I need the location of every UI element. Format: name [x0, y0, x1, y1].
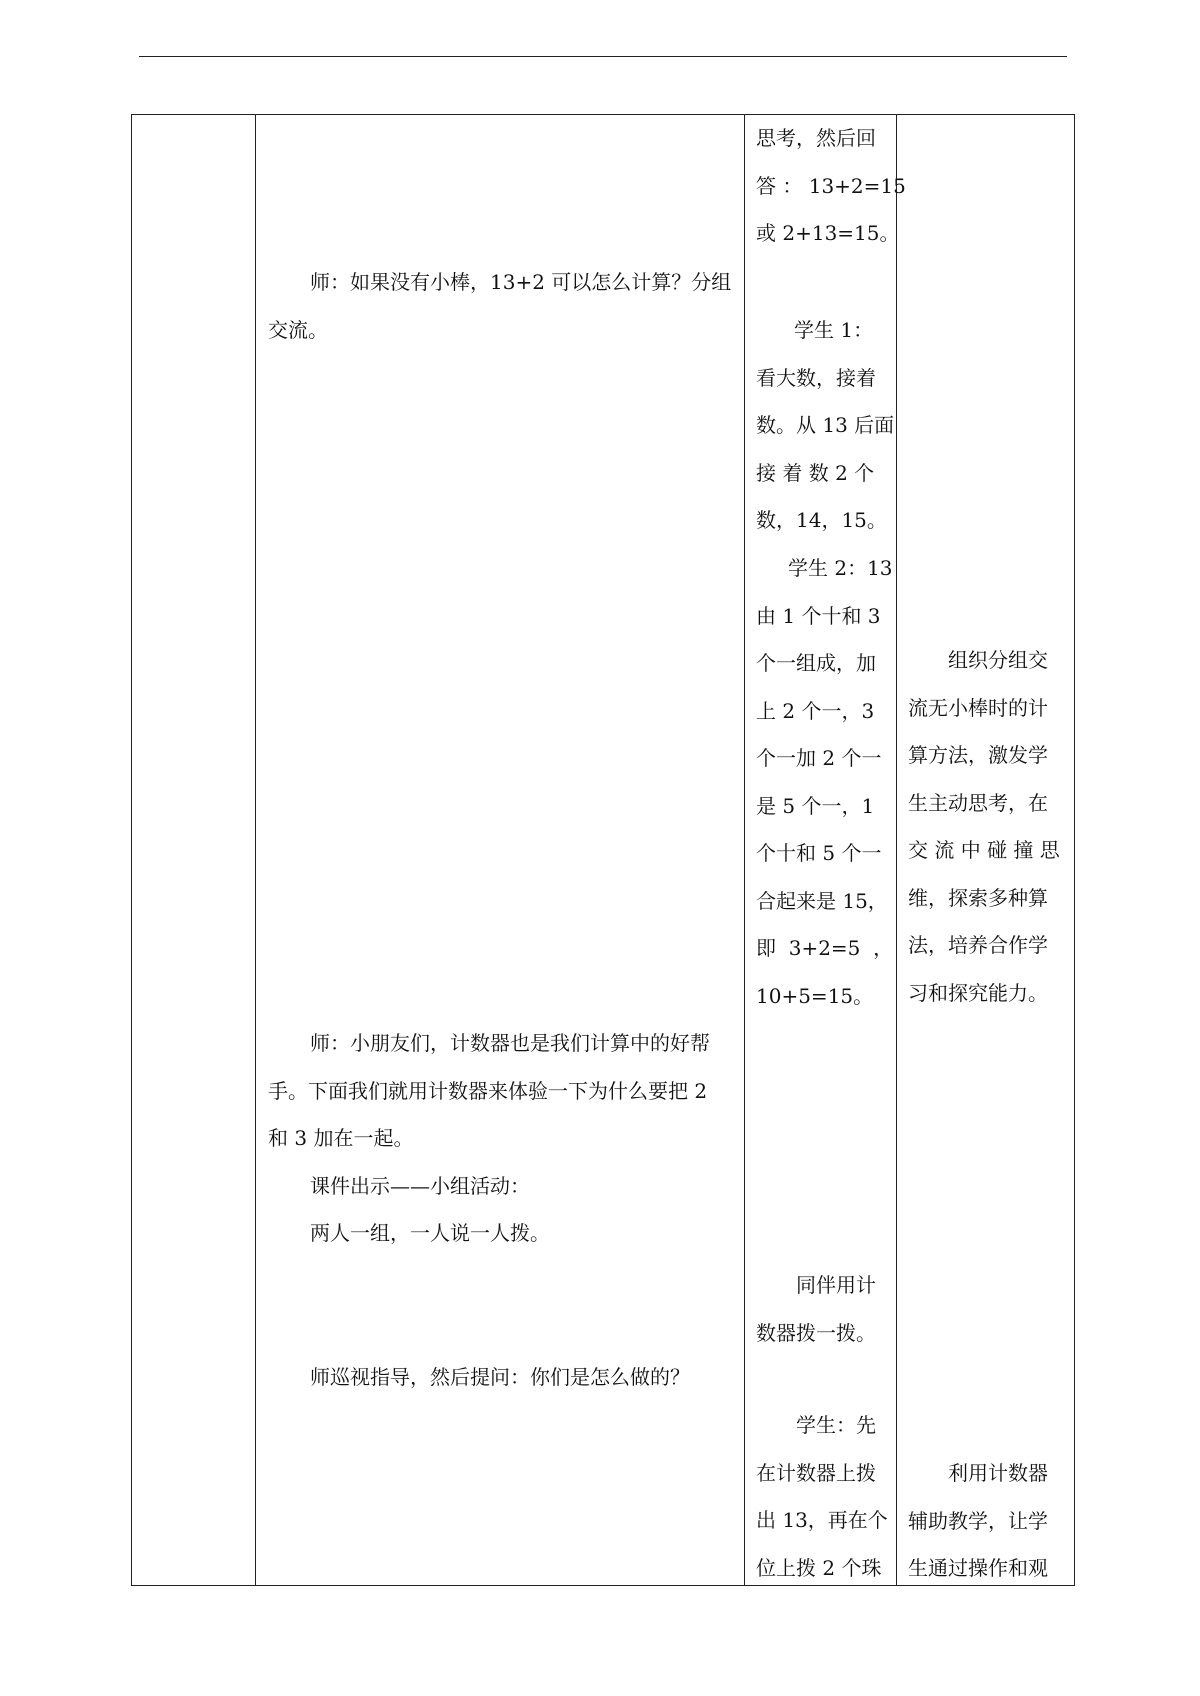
student-line: 是 5 个一，1 [756, 793, 875, 818]
intent-line: 利用计数器 [948, 1461, 1048, 1485]
student-line: 数，14，15。 [756, 508, 887, 532]
student-line: 思考，然后回 [756, 126, 876, 150]
teacher-line: 课件出示——小组活动： [310, 1173, 530, 1198]
intent-line: 流无小棒时的计 [908, 695, 1048, 720]
teacher-line: 师：小朋友们，计数器也是我们计算中的好帮 [310, 1031, 710, 1055]
teacher-line: 手。下面我们就用计数器来体验一下为什么要把 2 [268, 1078, 708, 1103]
student-line: 学生 2：13 [788, 556, 893, 580]
teacher-line: 两人一组，一人说一人拨。 [310, 1221, 550, 1245]
column-divider [744, 115, 745, 1585]
student-line: 即 3+2=5 ， [756, 936, 894, 960]
intent-line: 算方法，激发学 [908, 743, 1048, 767]
student-line: 个一组成，加 [756, 651, 876, 675]
student-line: 数器拨一拨。 [756, 1320, 876, 1345]
student-line: 位上拨 2 个珠 [756, 1555, 882, 1580]
intent-line: 交 流 中 碰 撞 思 [908, 838, 1060, 862]
student-line: 个一加 2 个一 [756, 746, 882, 770]
student-line: 由 1 个十和 3 [756, 603, 881, 628]
student-line: 学生 1： [794, 318, 874, 342]
student-line: 合起来是 15， [756, 888, 888, 913]
student-line: 个十和 5 个一 [756, 841, 882, 865]
student-line: 或 2+13=15。 [756, 221, 900, 245]
teacher-line: 师巡视指导，然后提问：你们是怎么做的？ [310, 1365, 690, 1389]
column-divider [896, 115, 897, 1585]
student-line: 接 着 数 2 个 [756, 460, 875, 485]
student-line: 数。从 13 后面 [756, 413, 895, 437]
student-line: 同伴用计 [796, 1273, 876, 1297]
student-line: 在计数器上拨 [756, 1460, 876, 1485]
intent-line: 法，培养合作学 [908, 933, 1048, 957]
column-divider [255, 115, 256, 1585]
intent-line: 习和探究能力。 [908, 980, 1048, 1005]
student-line: 10+5=15。 [756, 983, 874, 1008]
teacher-line: 和 3 加在一起。 [268, 1126, 414, 1150]
intent-line: 组织分组交 [948, 648, 1048, 672]
student-line: 答 ： 13+2=15 [756, 173, 906, 198]
intent-line: 辅助教学，让学 [908, 1508, 1048, 1533]
teacher-line: 师：如果没有小棒，13+2 可以怎么计算？分组 [310, 270, 732, 294]
student-line: 出 13，再在个 [756, 1508, 888, 1532]
header-rule [139, 56, 1067, 57]
lesson-table [131, 114, 1075, 1586]
teacher-line: 交流。 [268, 317, 328, 342]
intent-line: 维，探索多种算 [908, 885, 1048, 910]
student-line: 看大数，接着 [756, 365, 876, 390]
student-line: 上 2 个一，3 [756, 698, 875, 723]
student-line: 学生：先 [796, 1413, 876, 1437]
intent-line: 生通过操作和观 [908, 1556, 1048, 1580]
intent-line: 生主动思考，在 [908, 790, 1048, 815]
